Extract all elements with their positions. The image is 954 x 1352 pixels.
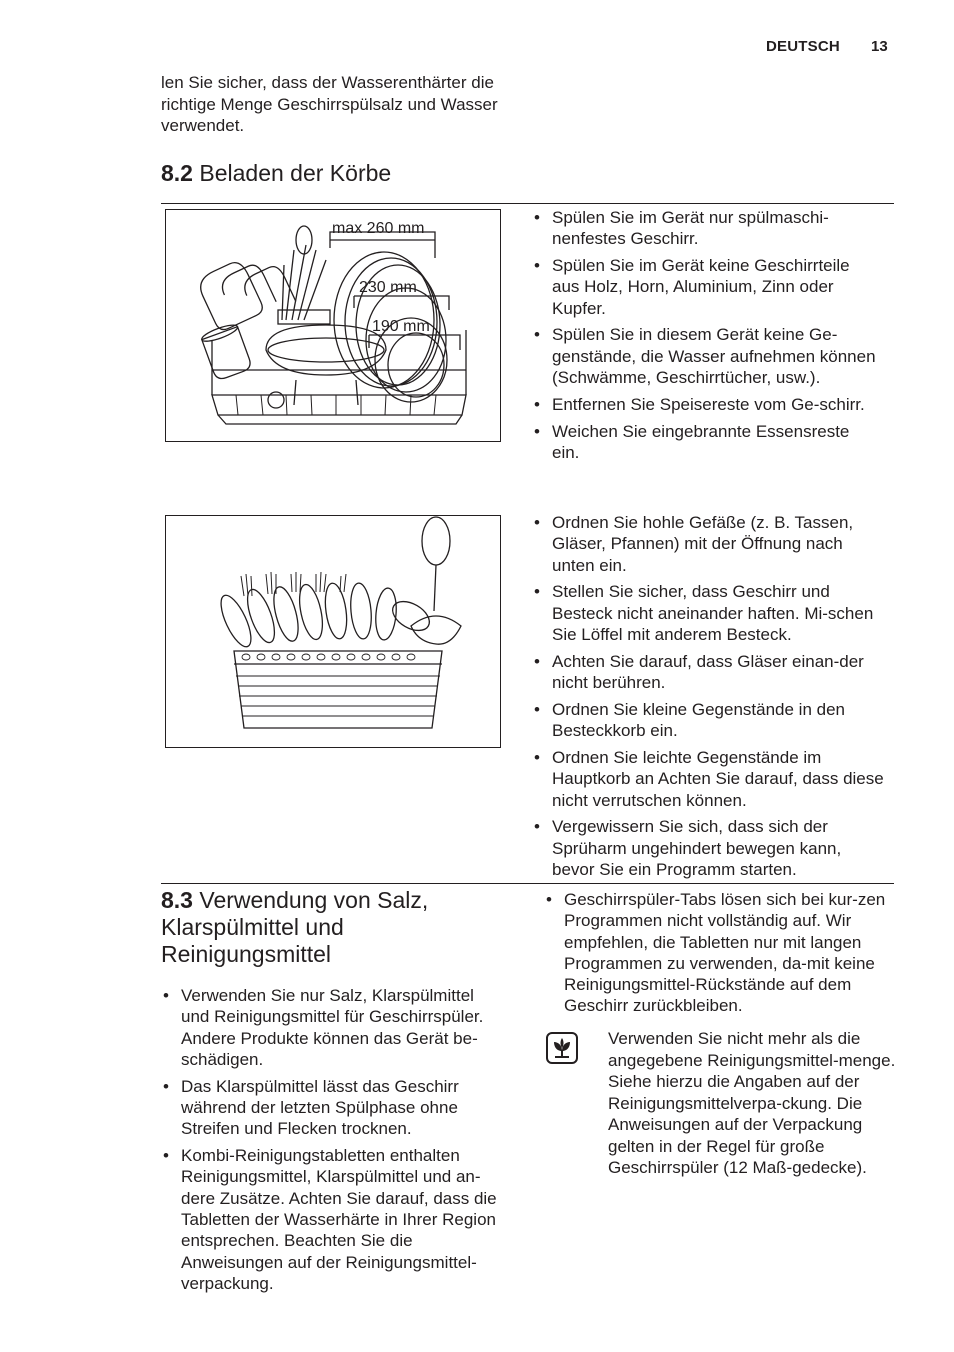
header-language: DEUTSCH [766,38,840,55]
cutlery-basket-figure [165,515,501,748]
detergent-bullets-left [161,985,506,1300]
dimension-label-190: 190 mm [372,318,430,335]
section-rule [161,883,894,884]
section-rule [161,203,894,204]
section-8-3-heading [161,887,501,968]
section-8-2-heading [161,160,391,187]
cutlery-basket-illustration [166,516,500,747]
list-item: • Ordnen Sie kleine Gegenstände in den Besteckkorb ein. [532,699,884,742]
section-title: Verwendung von Salz, Klarspülmittel und Reinigungsmittel [161,887,429,967]
intro-paragraph: len Sie sicher, dass der Wasserenthärter die richtige Menge Geschirrspülsalz und Wasser verwendet. [161,73,498,135]
basket-illustration [166,210,500,441]
list-item: • Entfernen Sie Speisereste vom Ge-schirr. [532,394,877,415]
list-item: • Spülen Sie in diesem Gerät keine Ge-genstände, die Wasser aufnehmen können (Schwämme, Geschirrtücher, usw.). [532,324,877,388]
list-item: • Ordnen Sie leichte Gegenstände im Hauptkorb an Achten Sie darauf, dass diese nicht verrutschen können. [532,747,884,811]
section-number: 8.3 [161,887,193,913]
list-item: • Ordnen Sie hohle Gefäße (z. B. Tassen, Gläser, Pfannen) mit der Öffnung nach unten ein. [532,512,884,576]
environment-note-text: Verwenden Sie nicht mehr als die angegebene Reinigungsmittel-menge. Siehe hierzu die Angaben auf der Reinigungsmittelverpa-ckung. Die Anweisungen auf der Verpackung gelten in der Regel für große Geschirrspüler (12 Maß-gedecke). [608,1029,896,1177]
list-item: • Spülen Sie im Gerät keine Geschirrteile aus Holz, Horn, Aluminium, Zinn oder Kupfer. [532,255,877,319]
list-item: • Stellen Sie sicher, dass Geschirr und Besteck nicht aneinander haften. Mi-schen Sie Löffel mit anderem Besteck. [532,581,884,645]
list-item: • Verwenden Sie nur Salz, Klarspülmittel und Reinigungsmittel für Geschirrspüler. Andere Produkte können das Gerät be-schädigen. [161,985,506,1070]
dimension-label-max: max 260 mm [332,220,425,237]
list-item: • Kombi-Reinigungstabletten enthalten Reinigungsmittel, Klarspülmittel und an-dere Zusätze. Achten Sie darauf, dass die Tabletten der Wasserhärte in Ihrer Region entsprechen. Beachten Sie die Anweisungen auf der Reinigungsmittel-verpackung. [161,1145,506,1294]
environment-icon [546,1032,578,1064]
list-item: • Geschirrspüler-Tabs lösen sich bei kur-zen Programmen nicht vollständig auf. Wir empfehlen, die Tabletten nur mit langen Programmen zu verwenden, da-mit keine Reinigungsmittel-Rückstände auf dem Geschirr zurückbleiben. [544,889,894,1017]
list-item: • Achten Sie darauf, dass Gläser einan-der nicht berühren. [532,651,884,694]
basket-loading-figure [165,209,501,442]
list-item: • Vergewissern Sie sich, dass sich der Sprüharm ungehindert bewegen kann, bevor Sie ein Programm starten. [532,816,884,880]
loading-bullets-1 [532,207,877,469]
list-item: • Spülen Sie im Gerät nur spülmaschi-nenfestes Geschirr. [532,207,877,250]
section-title: Beladen der Körbe [199,160,392,186]
loading-bullets-2 [532,512,884,886]
list-item: • Das Klarspülmittel lässt das Geschirr während der letzten Spülphase ohne Streifen und Flecken trocknen. [161,1076,506,1140]
list-item: • Weichen Sie eingebrannte Essensreste ein. [532,421,877,464]
section-number: 8.2 [161,160,193,186]
page-number: 13 [871,38,888,55]
dimension-label-230: 230 mm [359,279,417,296]
detergent-bullets-right [544,889,894,1022]
